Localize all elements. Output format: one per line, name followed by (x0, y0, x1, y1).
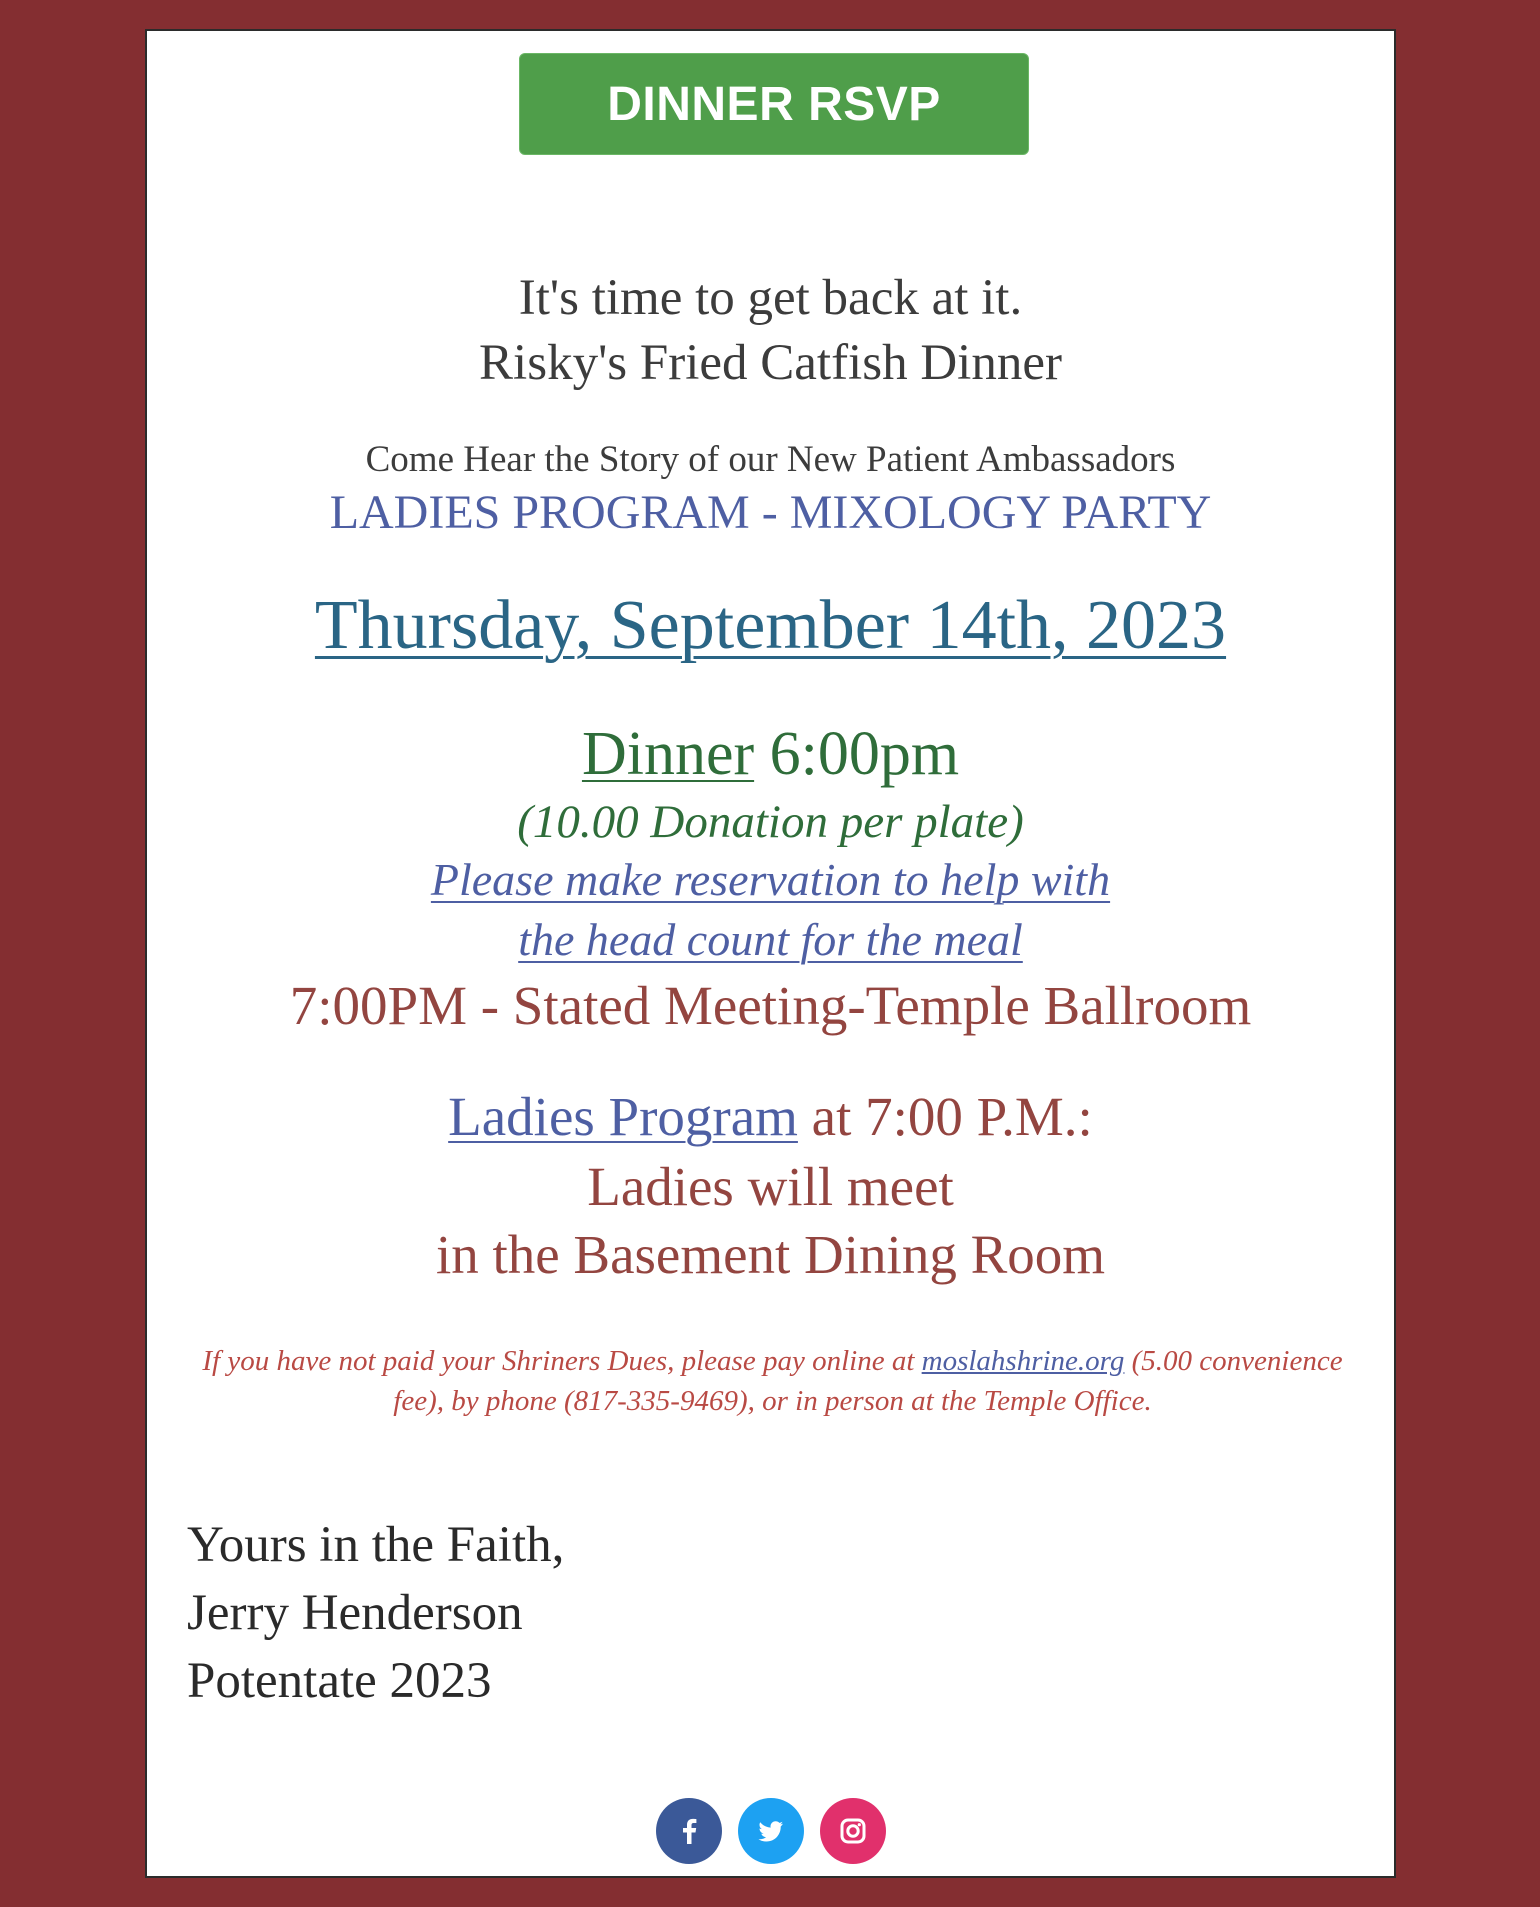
instagram-icon[interactable] (820, 1798, 886, 1864)
moslahshrine-link[interactable]: moslahshrine.org (921, 1345, 1125, 1377)
reservation-line-2-wrap (147, 914, 1394, 965)
ladies-room-line: in the Basement Dining Room (435, 1224, 1106, 1285)
ladies-program-line (147, 1086, 1394, 1147)
intro-line-1: It's time to get back at it. (518, 270, 1023, 326)
event-date: Thursday, September 14th, 2023 (314, 587, 1227, 664)
signature-block (187, 1511, 564, 1715)
donation-note: (10.00 Donation per plate) (517, 796, 1024, 848)
ladies-program-time: at 7:00 P.M.: (797, 1086, 1093, 1147)
dinner-time: 6:00pm (754, 720, 960, 788)
signature-title: Potentate 2023 (187, 1653, 492, 1709)
reservation-link-line-2[interactable]: the head count for the meal (518, 914, 1023, 965)
facebook-icon[interactable] (656, 1798, 722, 1864)
social-links (147, 1798, 1394, 1864)
stated-meeting: 7:00PM - Stated Meeting-Temple Ballroom (289, 975, 1252, 1036)
reservation-link-line-1[interactable]: Please make reservation to help with (430, 854, 1111, 905)
ladies-program-link[interactable]: Ladies Program (448, 1086, 798, 1147)
email-card (145, 29, 1396, 1878)
dinner-label: Dinner (581, 720, 755, 788)
intro-line-2: Risky's Fried Catfish Dinner (479, 335, 1062, 391)
ladies-meet-line: Ladies will meet (587, 1156, 954, 1217)
dues-prefix: If you have not paid your Shriners Dues, please pay online at (202, 1345, 922, 1377)
dinner-time-line (147, 720, 1394, 788)
dues-notice (187, 1341, 1358, 1421)
signature-name: Jerry Henderson (187, 1585, 523, 1641)
dues-suffix: (5.00 convenience fee), by phone (817-335-9469), or in person at the Temple Office. (393, 1345, 1343, 1417)
twitter-icon[interactable] (738, 1798, 804, 1864)
story-line: Come Hear the Story of our New Patient Ambassadors (365, 439, 1176, 480)
signature-closing: Yours in the Faith, (187, 1517, 565, 1573)
program-title: LADIES PROGRAM - MIXOLOGY PARTY (329, 486, 1212, 539)
dinner-rsvp-button[interactable]: DINNER RSVP (519, 53, 1029, 155)
reservation-line-1-wrap (147, 854, 1394, 905)
